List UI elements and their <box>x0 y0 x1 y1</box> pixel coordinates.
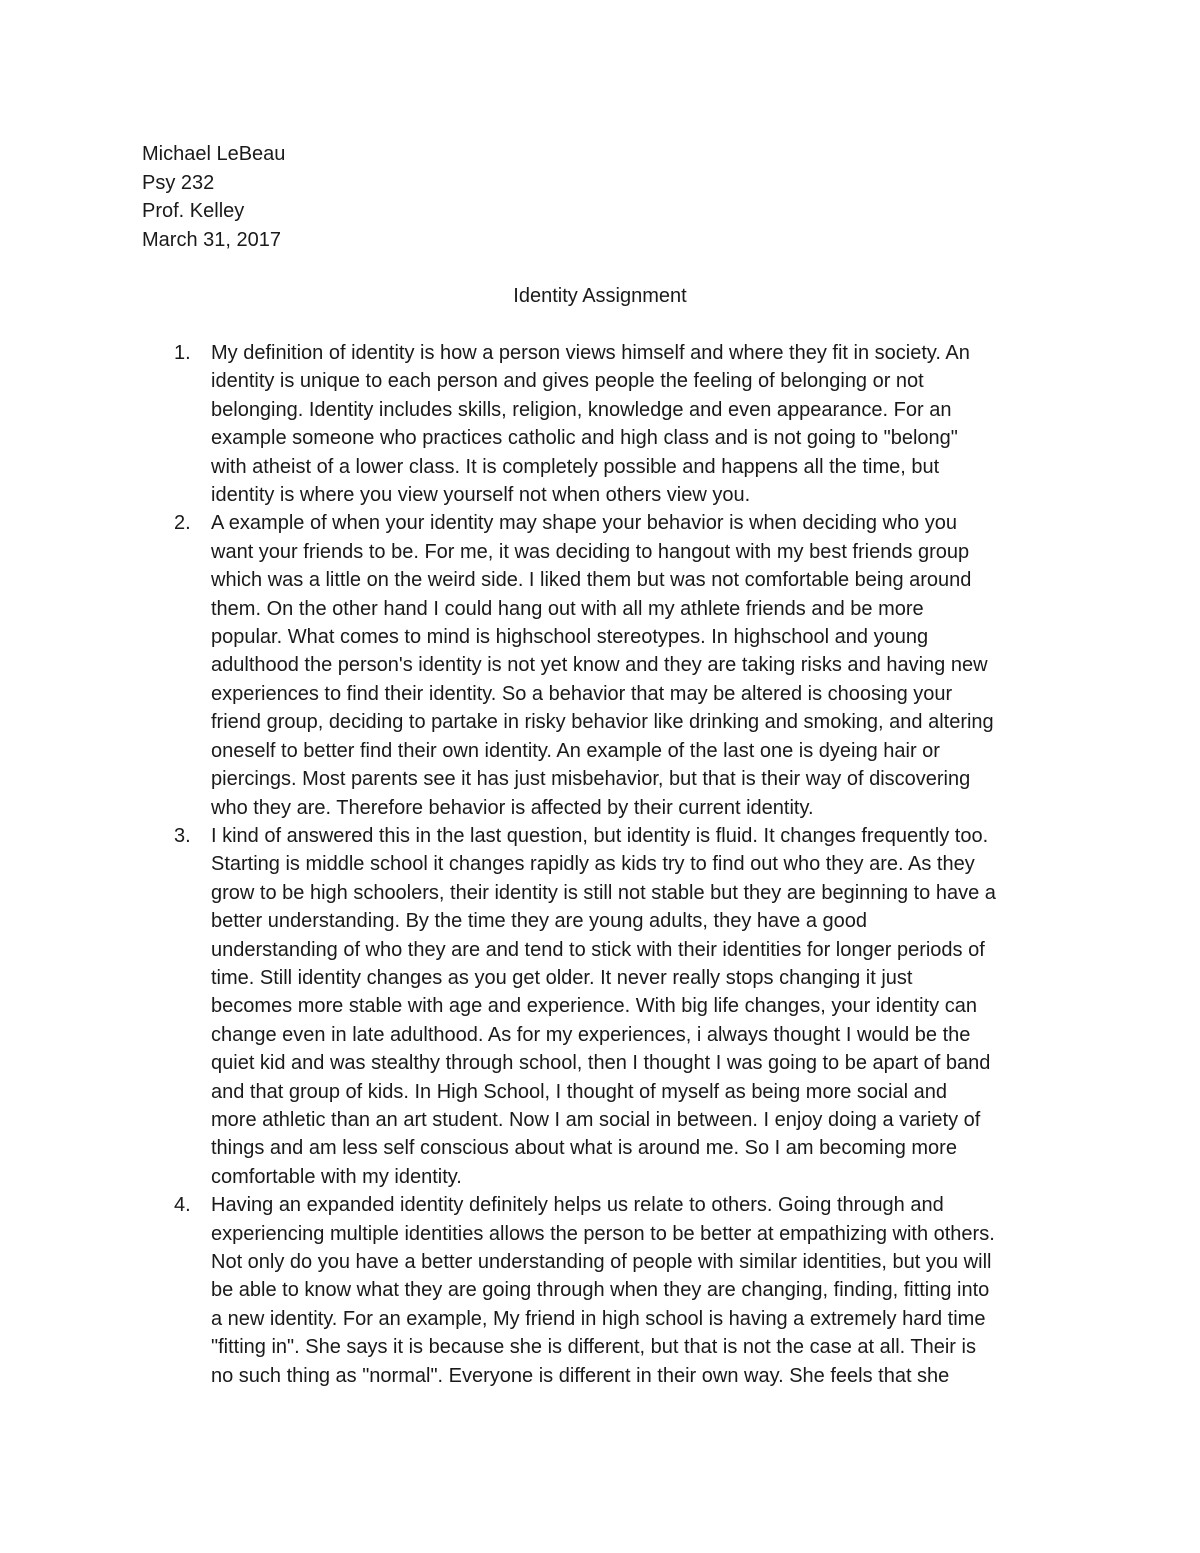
text-line: piercings. Most parents see it has just misbehavior, but that is their way of discovering <box>211 768 971 791</box>
text-line: Starting is middle school it changes rapidly as kids try to find out who they are. As they <box>211 853 975 876</box>
text-line: and that group of kids. In High School, I thought of myself as being more social and <box>211 1080 947 1103</box>
text-line: "fitting in". She says it is because she is different, but that is not the case at all. Their is <box>211 1336 976 1359</box>
text-line: quiet kid and was stealthy through school, then I thought I was going to be apart of band <box>211 1052 991 1075</box>
text-line: experiencing multiple identities allows the person to be better at empathizing with others. <box>211 1222 995 1245</box>
text-line: time. Still identity changes as you get older. It never really stops changing it just <box>211 966 913 989</box>
text-line: grow to be high schoolers, their identity is still not stable but they are beginning to have a <box>211 881 996 904</box>
text-line: a new identity. For an example, My friend in high school is having a extremely hard time <box>211 1307 986 1330</box>
professor-name: Prof. Kelley <box>142 200 245 222</box>
text-line: more athletic than an art student. Now I am social in between. I enjoy doing a variety of <box>211 1108 981 1131</box>
list-item-number: 4. <box>174 1194 191 1217</box>
text-line: understanding of who they are and tend to stick with their identities for longer periods of <box>211 938 985 961</box>
text-line: Having an expanded identity definitely helps us relate to others. Going through and <box>211 1194 944 1217</box>
text-line: A example of when your identity may shape your behavior is when deciding who you <box>211 512 957 535</box>
list-item-text <box>211 339 1071 509</box>
text-line: identity is unique to each person and gives people the feeling of belonging or not <box>211 370 924 393</box>
text-line: identity is where you view yourself not when others view you. <box>211 484 751 507</box>
text-line: no such thing as "normal". Everyone is different in their own way. She feels that she <box>211 1364 950 1387</box>
text-line: belonging. Identity includes skills, religion, knowledge and even appearance. For an <box>211 398 952 421</box>
text-line: who they are. Therefore behavior is affected by their current identity. <box>211 796 814 819</box>
text-line: adulthood the person's identity is not yet know and they are taking risks and having new <box>211 654 988 677</box>
text-line: Not only do you have a better understanding of people with similar identities, but you will <box>211 1251 992 1273</box>
text-line: I kind of answered this in the last question, but identity is fluid. It changes frequently too. <box>211 824 989 847</box>
document-header <box>142 140 285 254</box>
list-item <box>0 1191 1200 1390</box>
text-line: oneself to better find their own identity. An example of the last one is dyeing hair or <box>211 739 940 762</box>
text-line: be able to know what they are going through when they are changing, finding, fitting into <box>211 1279 990 1302</box>
list-item <box>0 339 1200 509</box>
answer-list <box>0 339 1200 1390</box>
text-line: with atheist of a lower class. It is completely possible and happens all the time, but <box>211 455 940 478</box>
text-line: experiences to find their identity. So a behavior that may be altered is choosing your <box>211 682 953 705</box>
list-item <box>0 822 1200 1191</box>
author-name: Michael LeBeau <box>142 143 286 165</box>
list-item-text <box>211 1191 1071 1390</box>
text-line: better understanding. By the time they are young adults, they have a good <box>211 910 867 933</box>
course-name: Psy 232 <box>142 171 215 194</box>
text-line: comfortable with my identity. <box>211 1165 462 1188</box>
text-line: things and am less self conscious about what is around me. So I am becoming more <box>211 1137 957 1160</box>
list-item-number: 3. <box>174 824 191 847</box>
text-line: them. On the other hand I could hang out with all my athlete friends and be more <box>211 597 924 620</box>
text-line: popular. What comes to mind is highschool stereotypes. In highschool and young <box>211 626 929 649</box>
text-line: becomes more stable with age and experience. With big life changes, your identity can <box>211 995 977 1018</box>
text-line: want your friends to be. For me, it was deciding to hangout with my best friends group <box>211 540 970 563</box>
list-item <box>0 509 1200 821</box>
list-item-number: 2. <box>174 512 191 535</box>
list-item-text <box>211 509 1071 821</box>
text-line: change even in late adulthood. As for my experiences, i always thought I would be the <box>211 1023 971 1046</box>
text-line: My definition of identity is how a person views himself and where they fit in society. An <box>211 342 970 364</box>
document-date: March 31, 2017 <box>142 228 281 251</box>
document-title: Identity Assignment <box>513 285 687 307</box>
list-item-number: 1. <box>174 342 191 364</box>
text-line: which was a little on the weird side. I liked them but was not comfortable being around <box>211 569 972 592</box>
text-line: friend group, deciding to partake in risky behavior like drinking and smoking, and altering <box>211 711 994 734</box>
list-item-text <box>211 822 1071 1191</box>
text-line: example someone who practices catholic and high class and is not going to "belong" <box>211 427 958 450</box>
